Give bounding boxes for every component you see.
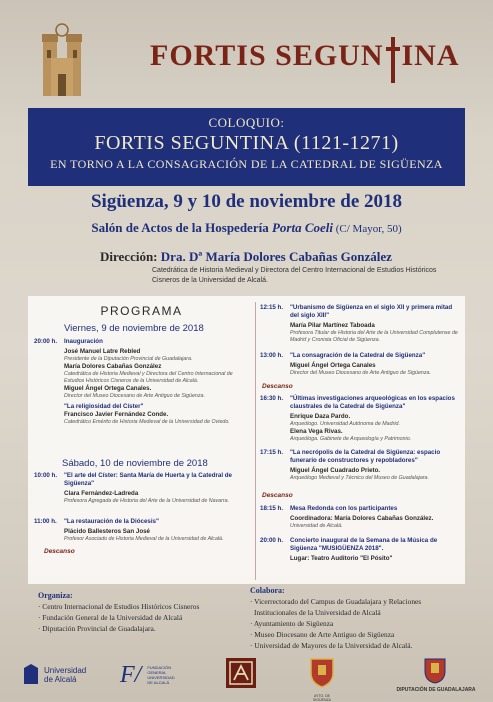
item-title: "La religiosidad del Císter" [64, 403, 144, 410]
item-title: Mesa Redonda con los participantes [290, 505, 398, 512]
speaker-desc: Arqueólogo Medieval y Técnico del Museo de Guadalajara. [290, 475, 429, 481]
day1-title: Viernes, 9 de noviembre de 2018 [64, 323, 204, 334]
banner-line3: EN TORNO A LA CONSAGRACIÓN DE LA CATEDRAL DE SIGÜENZA [50, 157, 443, 171]
item-time: 20:00 h. [34, 338, 58, 345]
fgua-line: FUNDACIÓN [147, 665, 172, 670]
speaker-desc: Arqueóloga. Gabinete de Arqueología y Patrimonio. [290, 436, 412, 442]
speaker-name: Miguel Ángel Cuadrado Prieto. [290, 467, 381, 474]
item-time: 12:15 h. [260, 304, 284, 311]
fgua-logo [120, 660, 200, 690]
brand-text-part1: FORTIS SEGUN [150, 39, 384, 72]
item-time: 11:00 h. [34, 518, 57, 525]
direction-label: Dirección: [100, 249, 158, 264]
colabora-label: Colabora: [250, 586, 285, 595]
uah-line2: de Alcalá [44, 675, 77, 684]
break-label: Descanso [44, 548, 75, 555]
day2-title: Sábado, 10 de noviembre de 2018 [62, 458, 208, 469]
banner-line2: FORTIS SEGUNTINA (1121-1271) [94, 132, 399, 154]
colloquium-banner [28, 108, 465, 186]
item-title: "La consagración de la Catedral de Sigüenza" [290, 352, 426, 359]
speaker-desc: Catedrático Emérito de Historia Medieval de la Universidad de Oviedo. [64, 419, 230, 425]
cisneros-emblem-icon [224, 656, 258, 690]
organiza-label: Organiza: [38, 591, 73, 600]
coordinator-desc: Universidad de Alcalá. [290, 523, 343, 529]
item-time: 17:15 h. [260, 449, 284, 456]
banner-line1: COLOQUIO: [208, 115, 285, 130]
diputacion-shield-icon [421, 655, 449, 685]
speaker-name: Miguel Ángel Ortega Canales [290, 362, 376, 369]
item-title: "La necrópolis de la Catedral de Sigüenza: espacio funerario de constructores y repobladores" [290, 449, 441, 464]
ayto-shield-icon [305, 655, 339, 689]
item-time: 13:00 h. [260, 352, 284, 359]
brand-title [150, 34, 470, 78]
speaker-desc: Profesor Asociado de Historia Medieval de la Universidad de Alcalá. [64, 536, 224, 542]
item-title: "Urbanismo de Sigüenza en el siglo XII y primera mitad del siglo XIII" [290, 304, 453, 319]
brand-text-part2: INA [401, 39, 460, 72]
speaker-name: María Pilar Martínez Taboada [290, 322, 375, 329]
venue-name: Porta Coeli [271, 220, 333, 235]
break-label: Descanso [262, 492, 293, 499]
collaborator-item: · Vicerrectorado del Campus de Guadalajara y Relaciones [250, 597, 422, 606]
item-time: 18:15 h. [260, 505, 284, 512]
item-title: "El arte del Císter: Santa María de Huerta y la Catedral de Sigüenza" [64, 472, 232, 487]
collaborators [250, 585, 480, 651]
item-time: 20:00 h. [260, 537, 284, 544]
venue-address: (C/ Mayor, 50) [333, 223, 402, 235]
event-venue [0, 220, 493, 236]
speaker-desc: Profesora Titular de Historia del Arte de la Universidad Complutense de Madrid y Cronista Oficial de Sigüenza. [290, 330, 458, 343]
item-title: Inauguración [64, 338, 103, 345]
uah-logo [22, 660, 102, 690]
speaker-name: Miguel Ángel Ortega Canales. [64, 385, 152, 392]
speaker-desc: Director del Museo Diocesano de Arte Antiguo de Sigüenza. [64, 393, 205, 399]
ayto-text: AYTO. DE SIGÜENZA [313, 694, 331, 702]
speaker-name: Enrique Daza Pardo. [290, 413, 351, 420]
speaker-name: María Dolores Cabañas González [64, 363, 162, 370]
ayto-siguenza-logo [305, 655, 339, 702]
item-time: 10:00 h. [34, 472, 58, 479]
director-description: Catedrática de Historia Medieval y Directora del Centro Internacional de Estudios Históricos Cisneros de la Universidad de Alcalá. [152, 267, 437, 284]
speaker-name: Elena Vega Rivas. [290, 428, 343, 435]
fgua-line: GENERAL [147, 670, 167, 675]
organizer-item: · Fundación General de la Universidad de Alcalá [38, 613, 183, 622]
organizers [38, 590, 238, 634]
collaborator-item: · Museo Diocesano de Arte Antiguo de Sigüenza [250, 630, 395, 639]
speaker-desc: Catedrática de Historia Medieval y Directora del Centro Internacional de Estudios Históricos Cisneros de la Universidad de Alcalá. [64, 371, 233, 384]
program-title: PROGRAMA [100, 304, 183, 318]
diputacion-text: DIPUTACIÓN DE GUADALAJARA [396, 687, 476, 693]
program-panel [28, 296, 465, 584]
speaker-desc: Arqueólogo. Universidad Autónoma de Madrid. [290, 421, 400, 427]
castle-tower-illustration [37, 20, 87, 98]
collaborator-item: · Universidad de Mayores de la Universidad de Alcalá. [250, 641, 413, 650]
speaker-desc: Profesora Agregada de Historia del Arte de la Universidad de Navarra. [64, 498, 230, 504]
organizer-item: · Centro Internacional de Estudios Históricos Cisneros [38, 602, 200, 611]
speaker-desc: Director del Museo Diocesano de Arte Antiguo de Sigüenza. [290, 370, 431, 376]
fgua-letter: F/ [120, 661, 142, 688]
break-label: Descanso [262, 383, 293, 390]
collaborator-item: · Ayuntamiento de Sigüenza [250, 619, 334, 628]
speaker-name: José Manuel Latre Rebled [64, 348, 141, 355]
divider [255, 302, 256, 580]
director-name: Dra. Dª María Dolores Cabañas González [160, 249, 392, 264]
speaker-name: Plácido Ballesteros San José [64, 528, 150, 535]
speaker-desc: Presidente de la Diputación Provincial de Guadalajara. [64, 356, 193, 362]
fgua-line: DE ALCALÁ [147, 680, 170, 685]
concert-venue: Lugar: Teatro Auditorio "El Pósito" [290, 555, 393, 562]
speaker-name: Francisco Javier Fernández Conde. [64, 411, 169, 418]
cross-icon [386, 37, 400, 83]
diputacion-logo [396, 655, 476, 697]
item-title: "La restauración de la Diócesis" [64, 518, 159, 525]
venue-prefix: Salón de Actos de la Hospedería [91, 220, 272, 235]
event-date: Sigüenza, 9 y 10 de noviembre de 2018 [90, 191, 403, 212]
collaborator-item: Institucionales de la Universidad de Alcalá [254, 608, 381, 617]
item-time: 16:30 h. [260, 395, 284, 402]
speaker-name: Clara Fernández-Ladreda [64, 490, 139, 497]
organizer-item: · Diputación Provincial de Guadalajara. [38, 624, 156, 633]
direction-line [100, 249, 392, 265]
fgua-line: UNIVERSIDAD [147, 675, 175, 680]
item-title: "Últimas investigaciones arqueológicas en los espacios claustrales de la Catedral de Sigüenza" [290, 395, 455, 410]
uah-line1: Universidad [44, 666, 87, 675]
uah-emblem-icon [22, 664, 40, 686]
coordinator: Coordinadora: María Dolores Cabañas González. [290, 515, 434, 522]
item-title: Concierto inaugural de la Semana de la Música de Sigüenza "MUSIGÜENZA 2018". [290, 537, 438, 552]
